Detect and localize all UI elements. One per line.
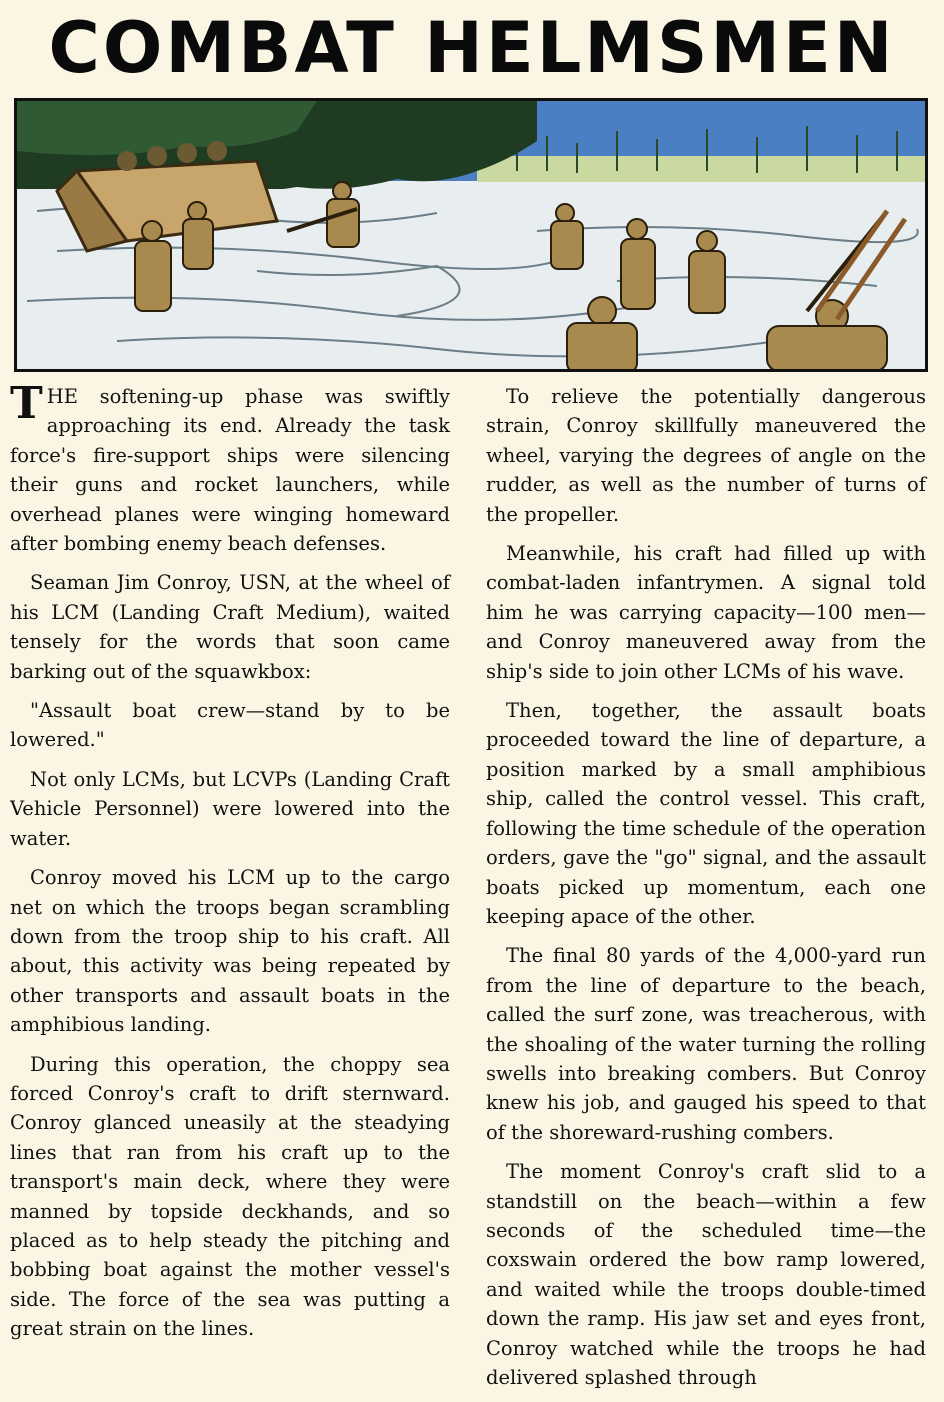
- article-paragraph: Not only LCMs, but LCVPs (Landing Craft Vehicle Personnel) were lowered into the water.: [10, 767, 450, 850]
- article-paragraph: To relieve the potentially dangerous strain, Conroy skillfully maneuvered the wheel, varying the degrees of angle on the rudder, as well as the number of turns of the propeller.: [486, 385, 926, 526]
- article-paragraph: The final 80 yards of the 4,000-yard run from the line of departure to the beach, called the surf zone, was treacherous, with the shoaling of the water turning the rolling swells into breaking combers. But Conroy knew his job, and gauged his speed to that of the shoreward-rushing combers.: [486, 944, 926, 1144]
- article-paragraph: The moment Conroy's craft slid to a standstill on the beach—within a few seconds of the scheduled time—the coxswain ordered the bow ramp lowered, and waited while the troops double-timed down the ramp. His jaw set and eyes front, Conroy watched while the troops he had delivered splashed through: [486, 1160, 926, 1389]
- comic-illustration-panel: [14, 98, 928, 372]
- article-paragraph: Then, together, the assault boats proceeded toward the line of departure, a position marked by a small amphibious ship, called the control vessel. This craft, following the time schedule of the operation orders, gave the "go" signal, and the assault boats picked up momentum, each one keeping apace of the other.: [486, 699, 926, 928]
- page-title: COMBAT HELMSMEN: [48, 7, 896, 89]
- article-paragraph: During this operation, the choppy sea forced Conroy's craft to drift sternward. Conroy glanced uneasily at the steadying lines that ran from his craft up to the transport's main deck, where they were manned by topside deckhands, and so placed as to help steady the pitching and bobbing boat against the mother vessel's side. The force of the sea was putting a great strain on the lines.: [10, 1052, 450, 1341]
- article-paragraph: Seaman Jim Conroy, USN, at the wheel of his LCM (Landing Craft Medium), waited tensely for the words that soon came barking out of the squawkbox:: [10, 571, 450, 683]
- article-paragraph: Meanwhile, his craft had filled up with combat-laden infantrymen. A signal told him he was carrying capacity—100 men—and Conroy maneuvered away from the ship's side to join other LCMs of his wave.: [486, 542, 926, 683]
- article-paragraph: "Assault boat crew—stand by to be lowered.": [10, 699, 450, 752]
- article-column-left: [10, 378, 450, 1354]
- article-paragraph: Conroy moved his LCM up to the cargo net on which the troops began scrambling down from the troop ship to his craft. All about, this activity was being repeated by other transports and assault boats in the amphibious landing.: [10, 866, 450, 1037]
- wading-soldiers-landing-craft-illustration-icon: [17, 101, 925, 369]
- drop-cap: T: [10, 378, 43, 429]
- article-column-right: [486, 382, 926, 1402]
- article-paragraph: THE softening-up phase was swiftly approaching its end. Already the task force's fire-support ships were silencing their guns and rocket launchers, while overhead planes were winging homeward after bombing enemy beach defenses.: [10, 378, 450, 556]
